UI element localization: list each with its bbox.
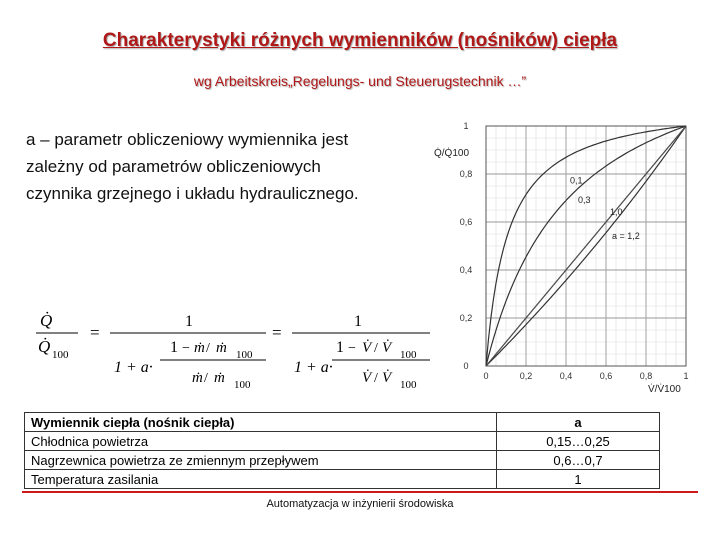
formula-minus: − <box>348 341 356 356</box>
description-line: zależny od parametrów obliczeniowych <box>26 157 321 176</box>
formula-one: 1 <box>170 339 178 356</box>
formula-minus: − <box>182 341 190 356</box>
footer-rule <box>22 491 698 493</box>
description-line: czynnika grzejnego i układu hydraulicznego. <box>26 184 359 203</box>
formula-sub100: 100 <box>400 349 417 361</box>
slide-title: Charakterystyki różnych wymienników (nośników) ciepła <box>102 30 618 51</box>
formula-sub100: 100 <box>52 349 69 361</box>
table-header-a: a <box>497 413 660 432</box>
formula-lhs-num: Q̇ <box>40 311 53 330</box>
x-tick-label: 0 <box>483 371 489 381</box>
table-header-row <box>25 413 660 432</box>
table-row <box>25 451 660 470</box>
x-tick-label: 0,6 <box>599 371 613 381</box>
y-axis-label: Q̇/Q̇100 <box>434 148 470 159</box>
formula <box>20 300 440 400</box>
formula-slash: / <box>204 371 208 386</box>
formula-equals: = <box>272 323 282 342</box>
description-line: a – parametr obliczeniowy wymiennika jest <box>26 130 349 149</box>
series-label: 1,0 <box>610 206 623 217</box>
formula-sub100: 100 <box>236 349 253 361</box>
formula-mdot: ṁ <box>194 340 205 356</box>
table-cell-name: Chłodnica powietrza <box>25 432 497 451</box>
series-label: 0,3 <box>578 194 591 205</box>
table-row <box>25 432 660 451</box>
y-tick-label: 1 <box>463 121 469 131</box>
formula-slash: / <box>206 341 210 356</box>
table-cell-a: 1 <box>497 470 660 489</box>
y-tick-label: 0,8 <box>459 169 473 179</box>
x-tick-label: 0,4 <box>559 371 573 381</box>
formula-vdot: V̇ <box>382 340 392 356</box>
characteristics-chart <box>430 112 720 412</box>
formula-one: 1 <box>354 313 362 330</box>
series-label: a = 1,2 <box>612 230 640 241</box>
y-tick-label: 0,4 <box>459 265 473 275</box>
description-text <box>26 126 426 207</box>
formula-vdot: V̇ <box>362 340 372 356</box>
formula-one: 1 <box>185 313 193 330</box>
table-cell-name: Nagrzewnica powietrza ze zmiennym przepływem <box>25 451 497 470</box>
x-tick-label: 0,2 <box>519 371 533 381</box>
slide-subtitle: wg Arbeitskreis„Regelungs- und Steuerugstechnik …” <box>193 73 527 89</box>
formula-equals: = <box>90 323 100 342</box>
table-cell-a: 0,6…0,7 <box>497 451 660 470</box>
series-label: 0,1 <box>570 175 583 186</box>
formula-sub100: 100 <box>400 379 417 391</box>
y-tick-label: 0,2 <box>459 313 473 323</box>
formula-mdot: ṁ <box>216 340 227 356</box>
formula-vdot: V̇ <box>362 370 372 386</box>
formula-lhs-den: Q̇ <box>38 337 51 356</box>
formula-sub100: 100 <box>234 379 251 391</box>
x-tick-label: 1 <box>683 371 689 381</box>
x-axis-label: V̇/V̇100 <box>648 384 681 395</box>
exchanger-table <box>24 412 660 489</box>
formula-mdot: ṁ <box>214 370 225 386</box>
formula-slash: / <box>374 341 378 356</box>
formula-mdot: ṁ <box>192 370 203 386</box>
footer-text: Automatyzacja w inżynierii środowiska <box>266 498 454 510</box>
formula-one: 1 <box>336 339 344 356</box>
x-tick-label: 0,8 <box>639 371 653 381</box>
y-tick-label: 0 <box>463 361 469 371</box>
formula-one-plus-a: 1 + a· <box>294 359 333 376</box>
formula-slash: / <box>374 371 378 386</box>
table-header-name: Wymiennik ciepła (nośnik ciepła) <box>25 413 497 432</box>
table-cell-name: Temperatura zasilania <box>25 470 497 489</box>
formula-one-plus-a: 1 + a· <box>114 359 153 376</box>
y-tick-label: 0,6 <box>459 217 473 227</box>
table-cell-a: 0,15…0,25 <box>497 432 660 451</box>
formula-vdot: V̇ <box>382 370 392 386</box>
table-row <box>25 470 660 489</box>
